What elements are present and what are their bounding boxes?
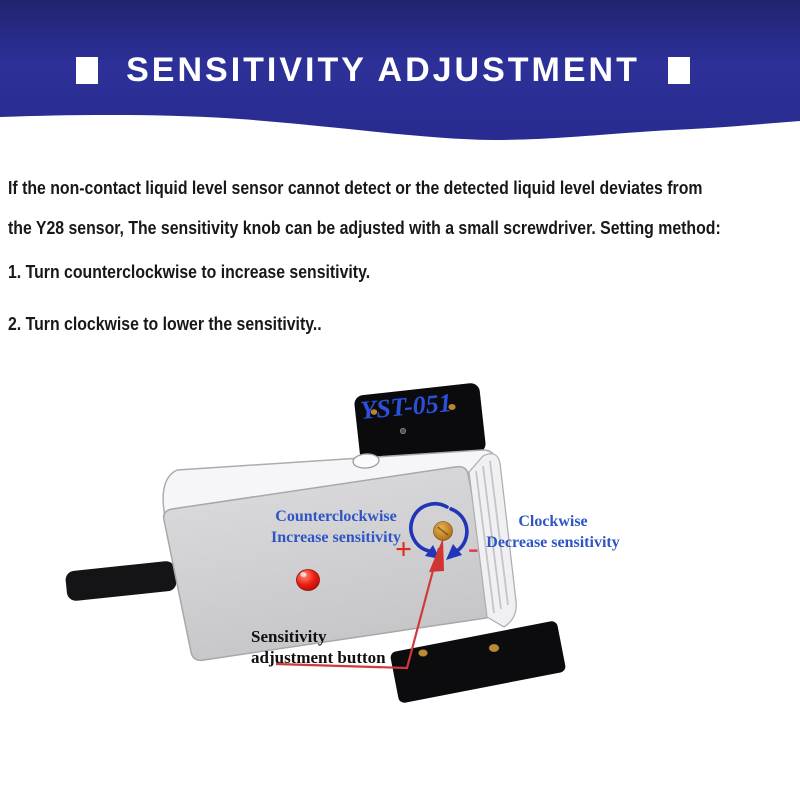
step-2: 2. Turn clockwise to lower the sensitivity.. bbox=[8, 314, 322, 334]
intro-line-1: If the non-contact liquid level sensor cannot detect or the detected liquid level deviates from bbox=[8, 178, 703, 198]
banner-title: SENSITIVITY ADJUSTMENT bbox=[126, 51, 640, 89]
pcb-solder-pad bbox=[489, 644, 499, 652]
status-led bbox=[297, 570, 320, 591]
clockwise-note-line2: Decrease sensitivity bbox=[486, 534, 620, 551]
pcb-screw-dot bbox=[400, 428, 406, 434]
sensor-cable bbox=[65, 560, 178, 601]
adjustment-button-note-line1: Sensitivity bbox=[251, 627, 327, 646]
pcb-solder-pad bbox=[419, 650, 428, 657]
counterclockwise-note-line1: Counterclockwise bbox=[275, 508, 397, 525]
adjustment-button-note-line2: adjustment button bbox=[251, 648, 386, 667]
intro-line-2: the Y28 sensor, The sensitivity knob can be adjusted with a small screwdriver. Setting method: bbox=[8, 218, 721, 238]
plus-sign: + bbox=[395, 533, 413, 566]
clockwise-note-line1: Clockwise bbox=[518, 513, 588, 530]
step-1: 1. Turn counterclockwise to increase sensitivity. bbox=[8, 262, 371, 282]
counterclockwise-note bbox=[224, 506, 448, 548]
minus-sign: - bbox=[468, 529, 479, 565]
clockwise-note bbox=[458, 511, 648, 553]
model-number-label: YST-051 bbox=[359, 388, 453, 425]
adjustment-button-note bbox=[251, 626, 386, 668]
counterclockwise-note-line2: Increase sensitivity bbox=[271, 529, 401, 546]
